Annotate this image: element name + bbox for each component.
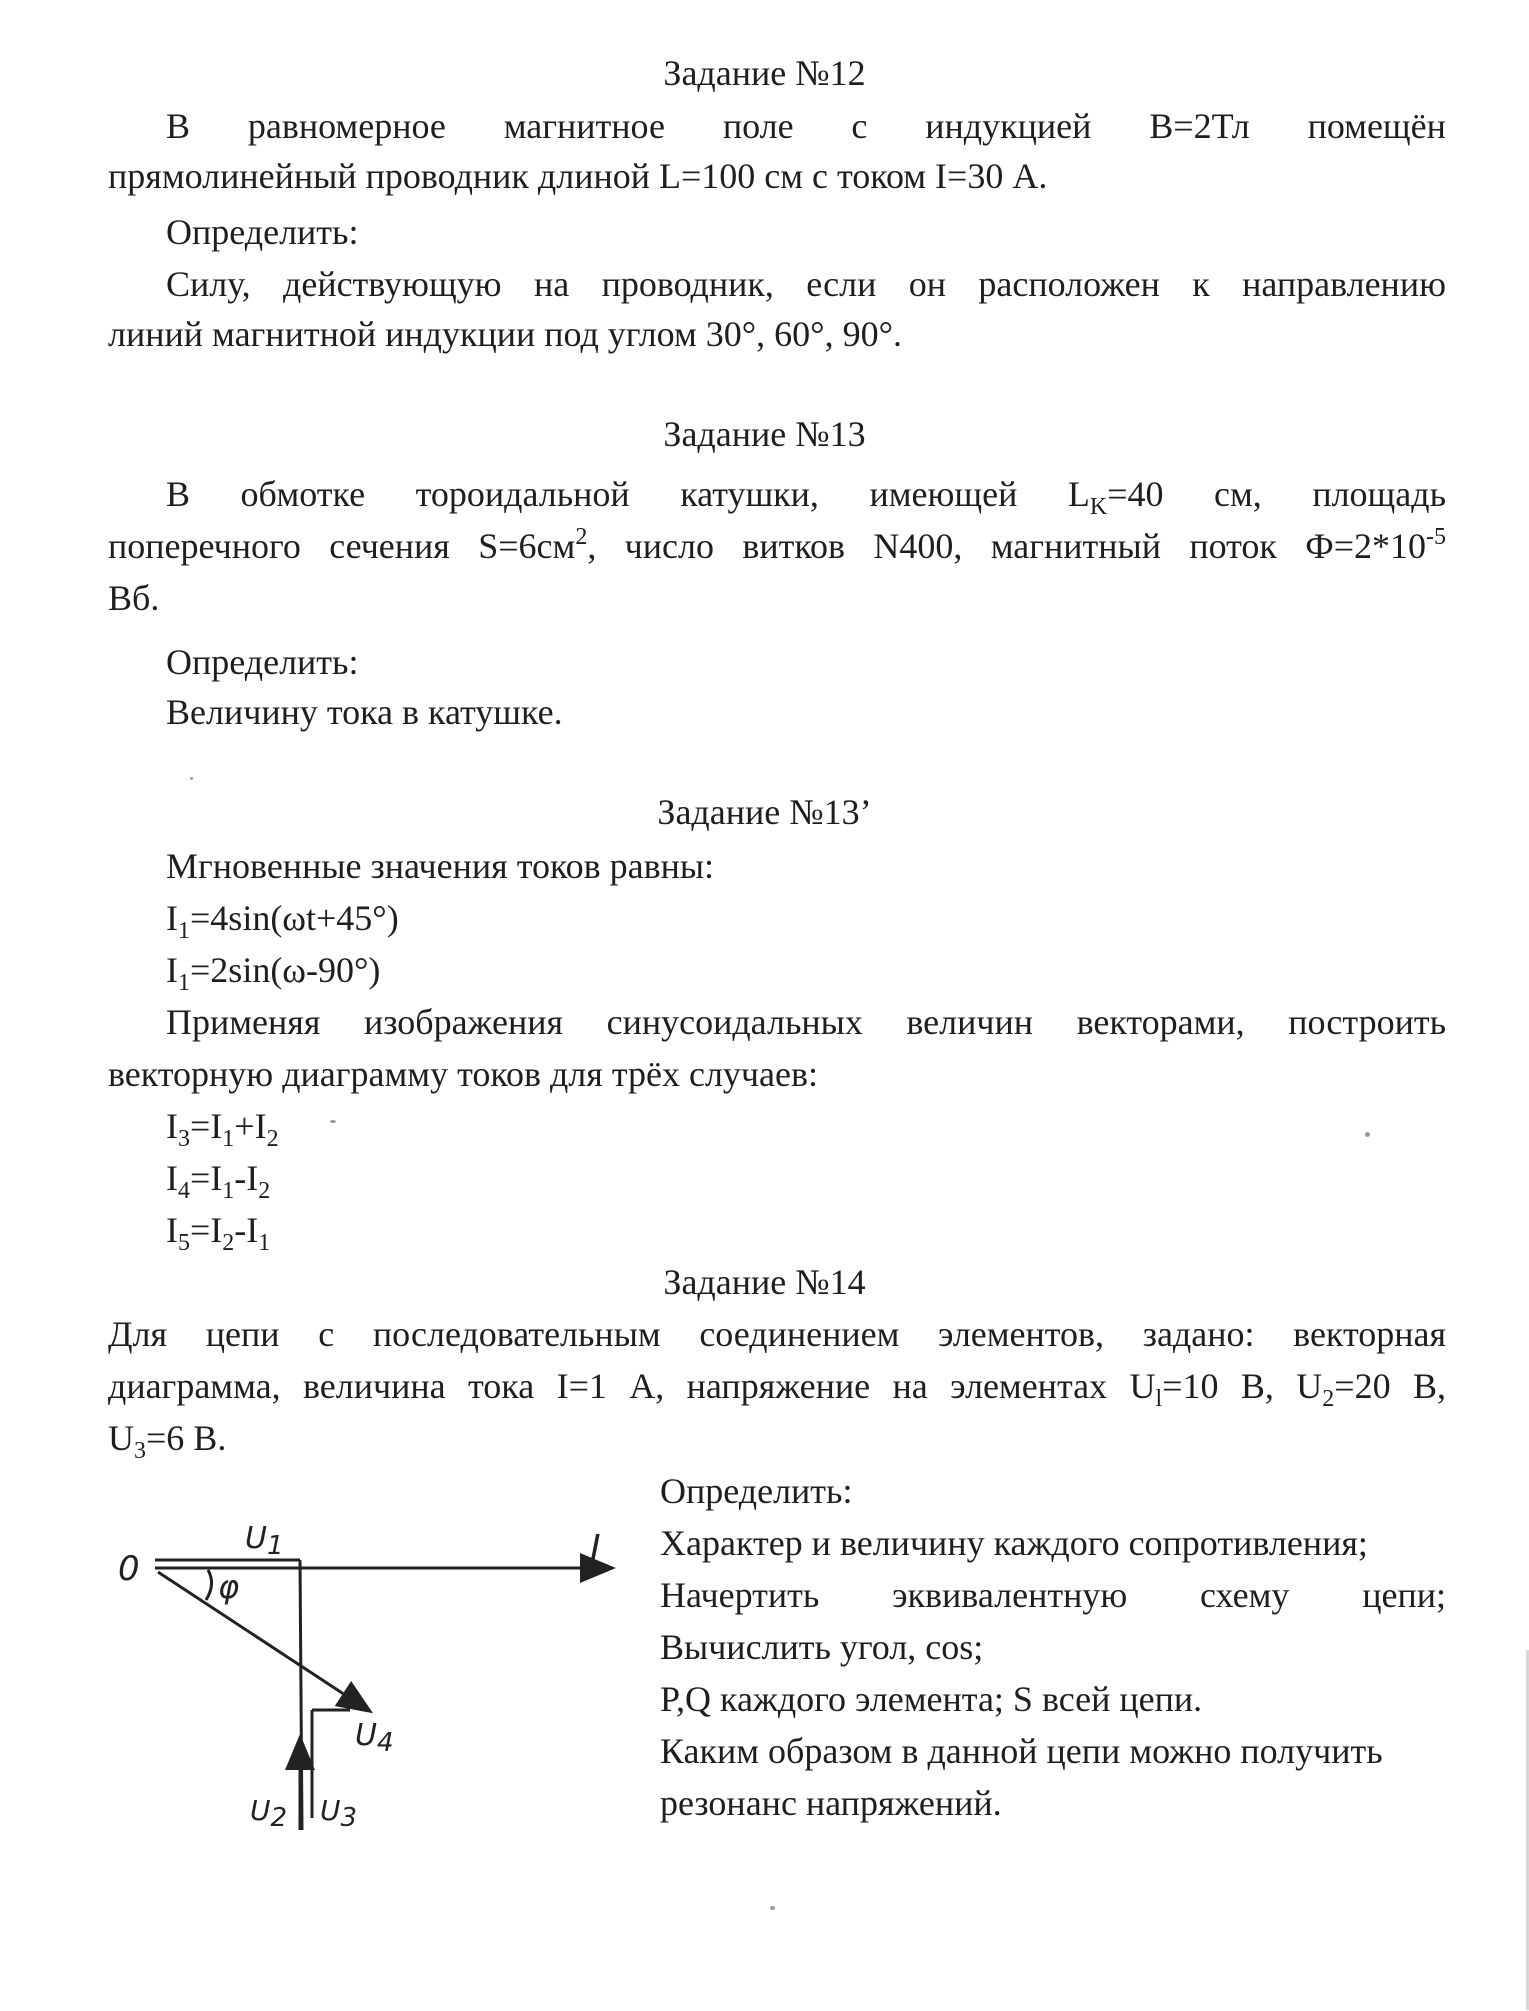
task14-q4: P,Q каждого элемента; S всей цепи. xyxy=(660,1679,1203,1719)
task14-line3: $U_3=6$ В. xyxy=(108,1418,227,1464)
u4-vector-line xyxy=(158,1572,368,1710)
task12-line4: линий магнитной индукции под углом 30°, 60°, 90°. xyxy=(108,314,902,354)
vector-diagram xyxy=(100,1500,660,1840)
task14-q5: Каким образом в данной цепи можно получить xyxy=(660,1731,1383,1771)
task14-q6: резонанс напряжений. xyxy=(660,1783,1002,1823)
u2-label: U2 xyxy=(250,1794,288,1833)
phi-label: φ xyxy=(218,1568,240,1606)
task12-define: Определить: xyxy=(166,212,359,252)
origin-label: 0 xyxy=(118,1549,140,1589)
task13b-line2: Применяя изображения синусоидальных величин векторами, построить xyxy=(166,1002,1446,1042)
task14-q3: Вычислить угол, cos; xyxy=(660,1627,984,1667)
current-label: I xyxy=(590,1528,601,1569)
task14-title: Задание №14 xyxy=(663,1262,866,1302)
scan-speck xyxy=(190,777,193,780)
task14-line2: диаграмма, величина тока I=1 А, напряжение на элементах $U_l=10$ В, $U_2=20$ В, xyxy=(108,1366,1446,1412)
task13b-line3: векторную диаграмму токов для трёх случаев: xyxy=(108,1054,818,1094)
task13b-title: Задание №13’ xyxy=(657,792,872,832)
task13-define: Определить: xyxy=(166,642,359,682)
task14-q1: Характер и величину каждого сопротивления; xyxy=(660,1523,1368,1563)
task13-line4: Величину тока в катушке. xyxy=(166,692,563,732)
task13-line2: поперечного сечения $S=6см^2$, число витков N400, магнитный поток $Ф=2*10^{-5}$ xyxy=(108,524,1446,566)
task13-line1: В обмотке тороидальной катушки, имеющей $L_K=40$ см, площадь xyxy=(166,474,1446,520)
task14-define: Определить: xyxy=(660,1471,853,1511)
task12-line1: В равномерное магнитное поле с индукцией B=2Тл помещён xyxy=(166,106,1446,146)
phi-arc xyxy=(206,1570,212,1600)
u1-label: U1 xyxy=(245,1521,284,1561)
u3-label: U3 xyxy=(320,1794,358,1833)
scan-speck xyxy=(330,1120,336,1123)
task13b-eq2: $I_1=2\sin(\omega-90^\circ)$ xyxy=(166,950,381,996)
task12-title: Задание №12 xyxy=(663,53,866,93)
task13b-case3: $I_5=I_2-I_1$ xyxy=(166,1210,271,1256)
scan-speck xyxy=(770,1906,775,1910)
task13b-eq1: $I_1=4\sin(\omega t+45^\circ)$ xyxy=(166,898,399,944)
scan-speck xyxy=(1365,1132,1370,1137)
task13-title: Задание №13 xyxy=(663,414,866,454)
u4-label: U4 xyxy=(355,1718,394,1758)
task13b-line1: Мгновенные значения токов равны: xyxy=(166,846,715,886)
task12-line3: Силу, действующую на проводник, если он расположен к направлению xyxy=(166,264,1446,304)
task13-line3: Вб. xyxy=(108,578,160,618)
task14-q2: Начертить эквивалентную схему цепи; xyxy=(660,1575,1446,1615)
task12-line2: прямолинейный проводник длиной L=100 см с током I=30 А. xyxy=(108,156,1048,196)
task14-line1: Для цепи с последовательным соединением элементов, задано: векторная xyxy=(108,1314,1446,1354)
task13b-case1: $I_3=I_1+I_2$ xyxy=(166,1106,279,1152)
task13b-case2: $I_4=I_1-I_2$ xyxy=(166,1158,271,1204)
